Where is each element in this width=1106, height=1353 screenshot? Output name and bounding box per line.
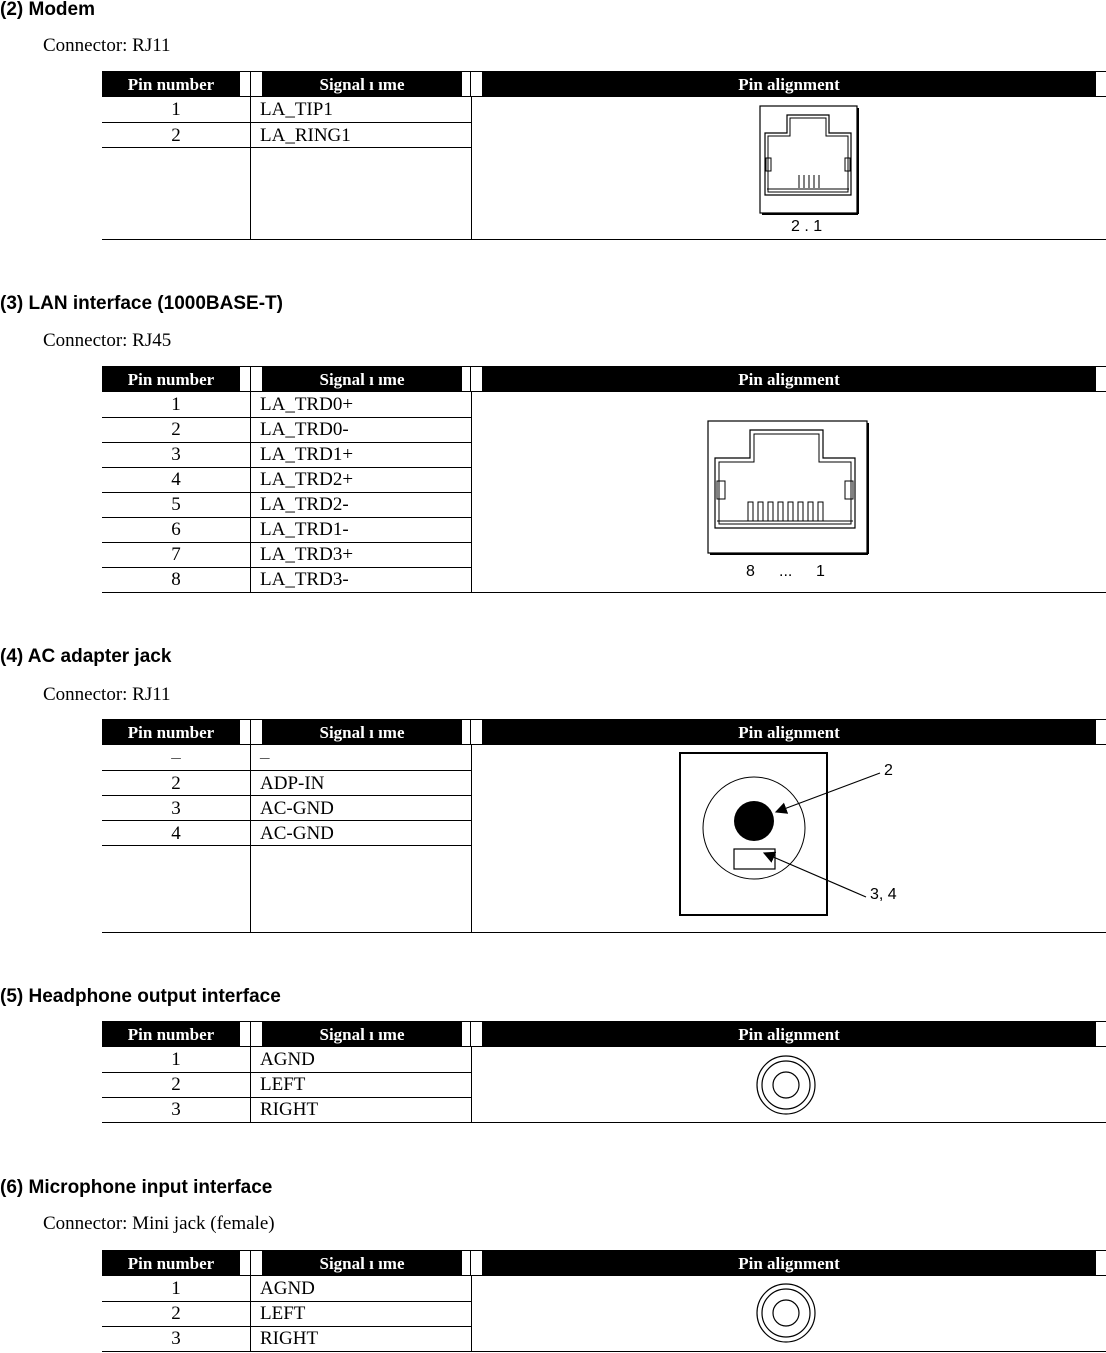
table-body [102, 1276, 1106, 1353]
signal-name-cell: AGND [260, 1049, 315, 1070]
signal-name-cell: ADP-IN [260, 773, 325, 794]
header-signal-name: Signal ı ıme [262, 1251, 462, 1275]
header-divider [250, 720, 251, 744]
pin-number-cell: 1 [171, 1278, 181, 1299]
section-title-modem: (2) Modem [0, 0, 95, 20]
header-divider [470, 1251, 471, 1275]
signal-name-cell: LA_TRD3- [260, 569, 349, 590]
connector-label-microphone: Connector: Mini jack (female) [43, 1213, 275, 1234]
table-header [102, 71, 1106, 97]
table-bottom-rule [102, 932, 1106, 933]
table-bottom-rule [102, 1351, 1106, 1352]
signal-name-cell: RIGHT [260, 1099, 319, 1120]
table-bottom-rule [102, 1122, 1106, 1123]
center-pin-icon [734, 801, 774, 841]
signal-name-cell: AC-GND [260, 798, 334, 819]
modem-pin-table [102, 71, 1106, 240]
ac-pin-2-label: 2 [884, 762, 893, 779]
table-bottom-rule [102, 239, 1106, 240]
signal-name-cell: LEFT [260, 1074, 306, 1095]
connector-label-modem: Connector: RJ11 [43, 35, 171, 56]
table-body [102, 97, 1106, 240]
signal-name-cell: LA_TRD1+ [260, 444, 354, 465]
column-divider [250, 1047, 251, 1123]
header-divider [470, 1022, 471, 1046]
header-signal-name: Signal ı ıme [262, 1022, 462, 1046]
signal-name-cell: LA_TRD3+ [260, 544, 354, 565]
microphone-pin-table [102, 1250, 1106, 1353]
signal-name-cell: LA_TRD0+ [260, 394, 354, 415]
header-signal-name: Signal ı ıme [262, 72, 462, 96]
lan-pin-1-label: 1 [816, 563, 825, 580]
header-divider [250, 72, 251, 96]
column-divider [471, 1047, 472, 1123]
signal-name-cell: AGND [260, 1278, 315, 1299]
header-divider [470, 367, 471, 391]
pin-number-cell: 3 [171, 798, 181, 819]
pin-number-cell: 2 [171, 1303, 181, 1324]
pin-number-cell: 3 [171, 1328, 181, 1349]
rj45-connector-diagram [705, 418, 871, 556]
header-pin-alignment: Pin alignment [482, 1251, 1096, 1275]
signal-name-cell: LA_TRD2+ [260, 469, 354, 490]
header-pin-number: Pin number [102, 720, 240, 744]
headphone-jack-icon [755, 1054, 819, 1118]
pin-number-cell: 8 [171, 569, 181, 590]
header-signal-name: Signal ı ıme [262, 720, 462, 744]
header-pin-number: Pin number [102, 1022, 240, 1046]
header-divider [250, 1251, 251, 1275]
pin-number-cell: 7 [171, 544, 181, 565]
pin-number-cell: 6 [171, 519, 181, 540]
header-signal-name: Signal ı ıme [262, 367, 462, 391]
signal-name-cell: LA_TRD2- [260, 494, 349, 515]
table-header [102, 1250, 1106, 1276]
column-divider [250, 97, 251, 240]
column-divider [471, 392, 472, 593]
table-header [102, 366, 1106, 392]
header-pin-number: Pin number [102, 72, 240, 96]
header-pin-alignment: Pin alignment [482, 367, 1096, 391]
row-divider [102, 845, 472, 846]
table-body [102, 745, 1106, 934]
table-header [102, 719, 1106, 745]
signal-name-cell: RIGHT [260, 1328, 319, 1349]
header-pin-alignment: Pin alignment [482, 72, 1096, 96]
lan-pin-8-label: 8 [746, 563, 755, 580]
lan-ellipsis-label: ... [779, 563, 793, 580]
signal-name-cell: LA_TIP1 [260, 99, 333, 120]
header-pin-number: Pin number [102, 367, 240, 391]
column-divider [471, 745, 472, 933]
pin-number-cell: – [171, 747, 181, 768]
microphone-jack-icon [755, 1282, 819, 1346]
headphone-pin-table [102, 1021, 1106, 1124]
pin-number-cell: 3 [171, 1099, 181, 1120]
signal-name-cell: LEFT [260, 1303, 306, 1324]
pin-number-cell: 5 [171, 494, 181, 515]
table-header [102, 1021, 1106, 1047]
header-pin-alignment: Pin alignment [482, 1022, 1096, 1046]
table-body [102, 1047, 1106, 1124]
signal-name-cell: – [260, 747, 270, 768]
table-body [102, 392, 1106, 594]
signal-name-cell: LA_RING1 [260, 125, 351, 146]
connector-label-lan: Connector: RJ45 [43, 330, 172, 351]
table-bottom-rule [102, 592, 1106, 593]
pin-number-cell: 1 [171, 394, 181, 415]
lan-pin-table [102, 366, 1106, 594]
connector-label-ac-adapter: Connector: RJ11 [43, 684, 171, 705]
header-divider [250, 367, 251, 391]
pin-number-cell: 1 [171, 1049, 181, 1070]
column-divider [250, 392, 251, 593]
ac-adapter-pin-table [102, 719, 1106, 934]
section-title-headphone: (5) Headphone output interface [0, 986, 281, 1007]
column-divider [471, 97, 472, 240]
pin-number-cell: 2 [171, 1074, 181, 1095]
header-divider [470, 72, 471, 96]
section-title-lan: (3) LAN interface (1000BASE-T) [0, 293, 283, 314]
signal-name-cell: AC-GND [260, 823, 334, 844]
ac-pin-3-4-label: 3, 4 [870, 886, 897, 903]
header-divider [250, 1022, 251, 1046]
section-title-ac-adapter: (4) AC adapter jack [0, 646, 172, 667]
row-divider [102, 147, 472, 148]
column-divider [250, 745, 251, 933]
section-title-microphone: (6) Microphone input interface [0, 1177, 273, 1198]
column-divider [471, 1276, 472, 1352]
pin-number-cell: 4 [171, 823, 181, 844]
modem-pin-order-label: 2 . 1 [791, 218, 823, 235]
pin-number-cell: 2 [171, 773, 181, 794]
header-divider [470, 720, 471, 744]
signal-name-cell: LA_TRD1- [260, 519, 349, 540]
pin-number-cell: 2 [171, 419, 181, 440]
header-pin-number: Pin number [102, 1251, 240, 1275]
pin-number-cell: 1 [171, 99, 181, 120]
pin-number-cell: 2 [171, 125, 181, 146]
pin-number-cell: 3 [171, 444, 181, 465]
signal-name-cell: LA_TRD0- [260, 419, 349, 440]
header-pin-alignment: Pin alignment [482, 720, 1096, 744]
column-divider [250, 1276, 251, 1352]
pin-number-cell: 4 [171, 469, 181, 490]
